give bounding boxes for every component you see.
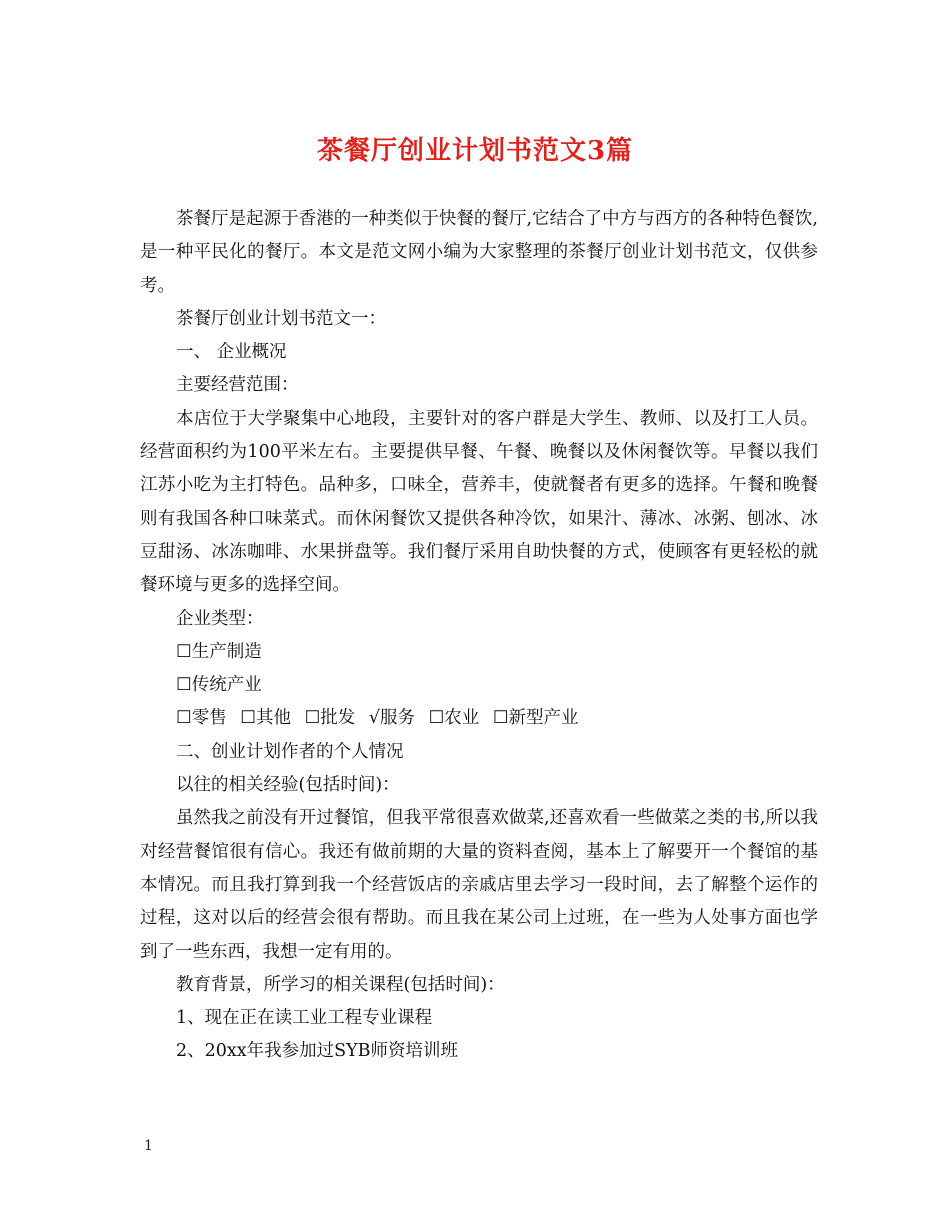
option-service: √服务 [368, 708, 415, 729]
scope-paragraph: 本店位于大学聚集中心地段，主要针对的客户群是大学生、教师、以及打工人员。经营面积约为100平米左右。主要提供早餐、午餐、晚餐以及休闲餐饮等。早餐以我们江苏小吃为主打特色。品种多，口味全，营养丰，使就餐者有更多的选择。午餐和晚餐则有我国各种口味菜式。而休闲餐饮又提供各种冷饮，如果汁、薄冰、冰粥、刨冰、冰豆甜汤、冰冻咖啡、水果拼盘等。我们餐厅采用自助快餐的方式，使顾客有更轻松的就餐环境与更多的选择空间。 [140, 408, 818, 596]
option-traditional: ☐传统产业 [176, 675, 262, 696]
scope-label: 主要经营范围： [176, 375, 299, 396]
option-retail: ☐零售 [176, 708, 227, 729]
part2-heading: 二、创业计划作者的个人情况 [176, 741, 404, 762]
intro-paragraph: 茶餐厅是起源于香港的一种类似于快餐的餐厅,它结合了中方与西方的各种特色餐饮,是一种平民化的餐厅。本文是范文网小编为大家整理的茶餐厅创业计划书范文，仅供参考。 [140, 209, 818, 296]
option-new-industry: ☐新型产业 [492, 708, 579, 729]
education-label: 教育背景，所学习的相关课程(包括时间)： [176, 974, 505, 995]
education-item-1: 1、现在正在读工业工程专业课程 [176, 1008, 433, 1029]
page-number: 1 [144, 1138, 153, 1154]
education-item-2: 2、20xx年我参加过SYB师资培训班 [176, 1041, 459, 1062]
experience-label: 以往的相关经验(包括时间)： [176, 775, 400, 796]
option-wholesale: ☐批发 [304, 708, 356, 729]
document-title: 茶餐厅创业计划书范文3篇 [316, 136, 634, 166]
part1-heading: 一、 企业概况 [176, 342, 287, 363]
options-row [140, 702, 818, 735]
option-agriculture: ☐农业 [428, 708, 480, 729]
option-other: ☐其他 [240, 708, 291, 729]
document-body [140, 203, 818, 1069]
experience-paragraph: 虽然我之前没有开过餐馆，但我平常很喜欢做菜,还喜欢看一些做菜之类的书,所以我对经营餐馆很有信心。我还有做前期的大量的资料查阅，基本上了解要开一个餐馆的基本情况。而且我打算到我一个经营饭店的亲戚店里去学习一段时间，去了解整个运作的过程，这对以后的经营会很有帮助。而且我在某公司上过班，在一些为人处事方面也学到了一些东西，我想一定有用的。 [140, 808, 818, 962]
type-label: 企业类型： [176, 608, 264, 629]
option-manufacturing: ☐生产制造 [176, 641, 262, 662]
section-heading: 茶餐厅创业计划书范文一： [176, 308, 386, 329]
